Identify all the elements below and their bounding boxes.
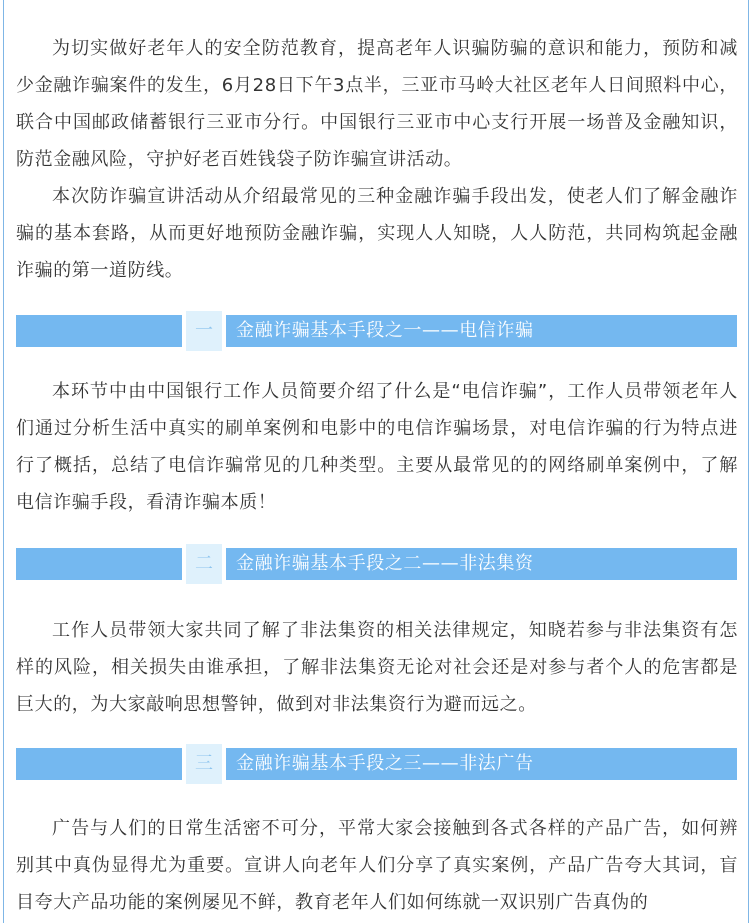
section-banner-2 — [16, 548, 737, 580]
section-title-1: 金融诈骗基本手段之一——电信诈骗 — [236, 320, 534, 341]
section-title-2: 金融诈骗基本手段之二——非法集资 — [236, 553, 534, 574]
intro-paragraph-1: 为切实做好老年人的安全防范教育，提高老年人识骗防骗的意识和能力，预防和减少金融诈骗案件的发生，6月28日下午3点半，三亚市马岭大社区老年人日间照料中心，联合中国邮政储蓄银行三亚市分行。中国银行三亚市中心支行开展一场普及金融知识，防范金融风险，守护好老百姓钱袋子防诈骗宣讲活动。 — [16, 38, 738, 170]
section-number-2: 二 — [186, 544, 222, 584]
section-title-3: 金融诈骗基本手段之三——非法广告 — [236, 753, 534, 774]
section-banner-1 — [16, 315, 737, 347]
section-body-2: 工作人员带领大家共同了解了非法集资的相关法律规定，知晓若参与非法集资有怎样的风险，相关损失由谁承担，了解非法集资无论对社会还是对参与者个人的危害都是巨大的，为大家敲响思想警钟，做到对非法集资行为避而远之。 — [16, 620, 738, 715]
section-number-3: 三 — [186, 744, 222, 784]
section-banner-3 — [16, 748, 737, 780]
intro-paragraph-2: 本次防诈骗宣讲活动从介绍最常见的三种金融诈骗手段出发，使老人们了解金融诈骗的基本套路，从而更好地预防金融诈骗，实现人人知晓，人人防范，共同构筑起金融诈骗的第一道防线。 — [16, 186, 738, 281]
section-body-1: 本环节中由中国银行工作人员简要介绍了什么是“电信诈骗”，工作人员带领老年人们通过分析生活中真实的刷单案例和电影中的电信诈骗场景，对电信诈骗的行为特点进行了概括，总结了电信诈骗常见的几种类型。主要从最常见的的网络刷单案例中，了解电信诈骗手段，看清诈骗本质！ — [16, 381, 738, 513]
section-number-1: 一 — [186, 311, 222, 351]
section-body-3: 广告与人们的日常生活密不可分，平常大家会接触到各式各样的产品广告，如何辨别其中真伪显得尤为重要。宣讲人向老年人们分享了真实案例，产品广告夸大其词，盲目夸大产品功能的案例屡见不鲜，教育老年人们如何练就一双识别广告真伪的 — [16, 818, 738, 913]
